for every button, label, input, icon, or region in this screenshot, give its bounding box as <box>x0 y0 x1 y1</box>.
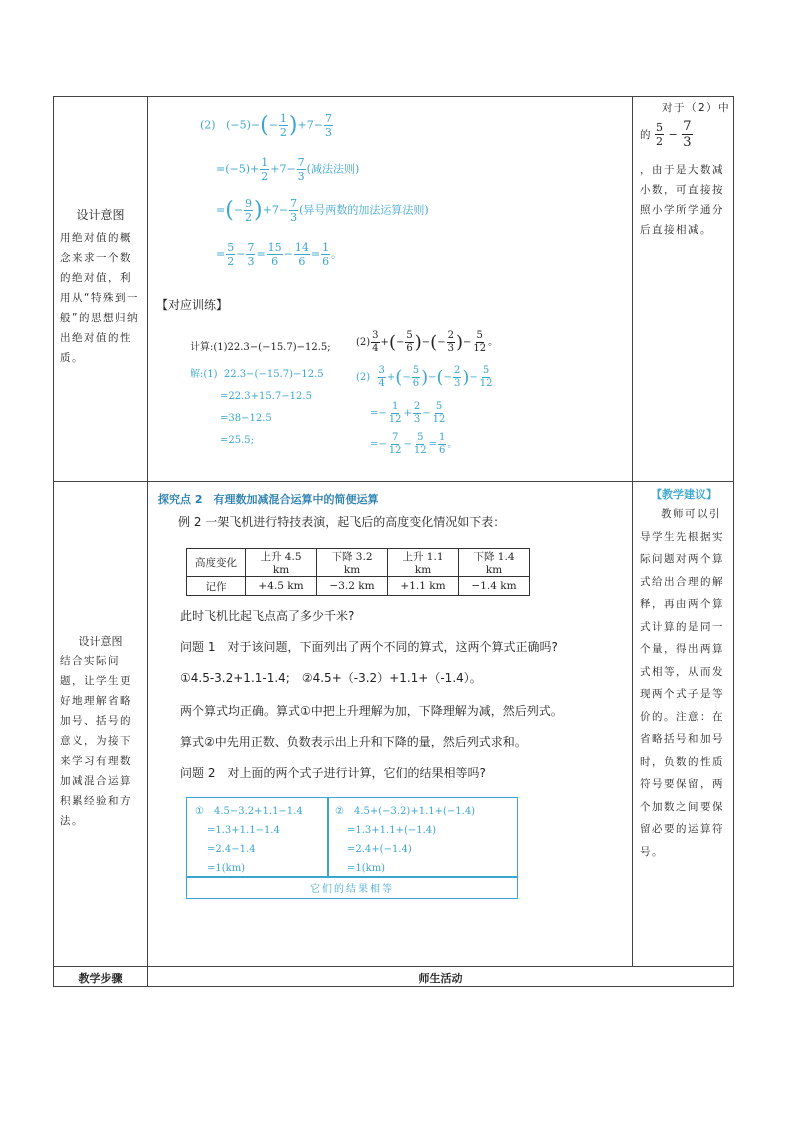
footer-middle: 师生活动 <box>418 972 463 985</box>
math-step-1: =(−5)+ $\frac{1}{2}$ +7− $\frac{7}{3}$ (减法法则) <box>216 156 360 183</box>
height-table <box>186 548 530 596</box>
question-1: 问题 1 对于该问题，下面列出了两个不同的算式，这两个算式正确吗? <box>180 640 558 654</box>
table-row: 记作 +4.5 km −3.2 km +1.1 km −1.4 km <box>187 577 530 596</box>
calc-footer: 它们的结果相等 <box>310 884 394 895</box>
training-q2: (2) $\frac{3}{4}$ +(− $\frac{5}{6}$ )−(− $\frac{2}{3}$ )− $\frac{5}{12}$ 。 <box>356 330 499 354</box>
question-main: 此时飞机比起飞点高了多少千米? <box>180 609 355 623</box>
formulas: ①4.5-3.2+1.1-1.4; ②4.5+（-3.2）+1.1+（-1.4）。 <box>180 671 482 685</box>
note-top-fracs: 的 $\frac{5}{2}$ − $\frac{7}{3}$ <box>640 119 692 150</box>
teaching-suggestion-text: 教师可以引导学生先根据实际问题对两个算式给出合理的解释，再由两个算式计算的是同一个量，得出两算式相等，从而发现两个式子是等价的。注意：在省略括号和加号时，负数的性质符号要保留，两个加数之间要保留必要的运算符号。 <box>640 508 724 858</box>
col-line-left <box>53 96 54 987</box>
math-step-0: (2) (−5)−(− $\frac{1}{2}$ )+7− $\frac{7}{3}$ <box>200 112 332 139</box>
note-frac-b: $\frac{7}{3}$ <box>683 119 692 150</box>
explore-title: 探究点 2 有理数加减混合运算中的简便运算 <box>158 493 379 506</box>
question-2: 问题 2 对上面的两个式子进行计算，它们的结果相等吗? <box>180 766 486 780</box>
calc-right: ② 4.5+(−3.2)+1.1+(−1.4) =1.3+1.1+(−1.4) =2.4+(−1.4) =1(km) <box>335 806 476 874</box>
table-row: 高度变化 上升 4.5 km 下降 3.2 km 上升 1.1 km 下降 1.4 km <box>187 549 530 577</box>
table-border-bottom <box>53 986 734 987</box>
answer-2: 算式②中先用正数、负数表示出上升和下降的量，然后列式求和。 <box>180 735 527 749</box>
training-title: 【对应训练】 <box>156 298 229 312</box>
col-line-1 <box>147 96 148 987</box>
footer-left: 教学步骤 <box>78 972 123 985</box>
solution-1: 解:(1) 22.3−(−15.7)−12.5 =22.3+15.7−12.5 =38−12.5 =25.5; <box>190 369 324 446</box>
design-intent-text-bottom: 结合实际问题，让学生更好地理解省略加号、括号的意义，为接下来学习有理数加减混合运算积累经验和方法。 <box>60 655 132 827</box>
design-intent-title-bottom: 设计意图 <box>78 635 123 648</box>
col-line-right <box>733 96 734 987</box>
note-frac-a: $\frac{5}{2}$ <box>656 121 663 148</box>
note-top-line1: 对于（2）中 <box>662 102 731 114</box>
math-step-2: =(− $\frac{9}{2}$ )+7− $\frac{7}{3}$ (异号两数的加法运算法则) <box>216 197 429 224</box>
col-line-2 <box>632 96 633 966</box>
note-top-text: ，由于是大数减小数，可直接按照小学所学通分后直接相减。 <box>640 164 724 236</box>
calc-divider-v <box>327 798 329 876</box>
math-step-3: = $\frac{5}{2}$ − $\frac{7}{3}$ = $\frac{15}{6}$ − $\frac{14}{6}$ = $\frac{1}{6}$ 。 <box>216 241 343 268</box>
design-intent-text-top: 用绝对值的概念来求一个数的绝对值，利用从“特殊到一般”的思想归纳出绝对值的性质。 <box>60 232 139 364</box>
row-divider-2 <box>53 966 734 967</box>
training-q1: 计算:(1)22.3−(−15.7)−12.5; <box>190 342 331 353</box>
note-top-de: 的 <box>640 129 651 141</box>
solution-2: (2) $\frac{3}{4}$ +(− $\frac{5}{6}$ )−(− $\frac{2}{3}$ )− $\frac{5}{12}$ =− $\frac{1}{12}$ + $\frac{2}{3}$ − $\frac{5}{12}$ =− $\frac{7}{12}$ − $\frac{5}{12}$ = $\frac{1}{6}$ 。 <box>356 365 493 456</box>
example-text: 例 2 一架飞机进行特技表演，起飞后的高度变化情况如下表： <box>178 515 506 529</box>
answer-1: 两个算式均正确。算式①中把上升理解为加，下降理解为减，然后列式。 <box>180 704 563 718</box>
design-intent-title-top: 设计意图 <box>76 208 125 222</box>
teaching-suggestion-title: 【教学建议】 <box>651 488 717 501</box>
calc-left: ① 4.5−3.2+1.1−1.4 =1.3+1.1−1.4 =2.4−1.4 =1(km) <box>195 806 303 874</box>
calc-box <box>186 797 518 899</box>
